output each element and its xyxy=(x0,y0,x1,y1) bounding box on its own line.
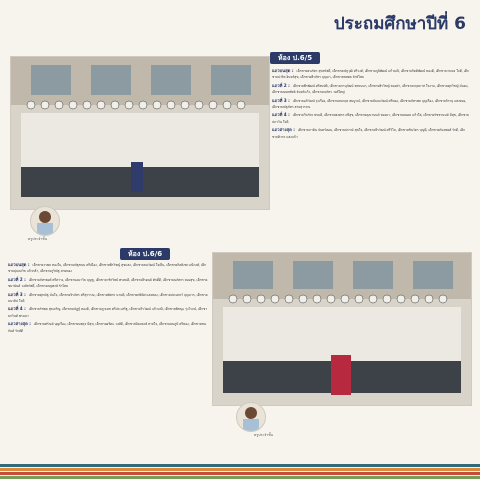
teacher-avatar-6-6 xyxy=(236,402,266,432)
row-4: แถวที่ 4 : เด็กชายวีรภัทร พรมดี, เด็กชายพงศกร ศรีสุข, เด็กชายคุณานนต์ ทองมา, เด็กชายธนดล แก้วใส, เด็กชายรัชชานนท์ มีสุข, เด็กชายปภาวิน ใจดี xyxy=(272,112,469,124)
stripe-4 xyxy=(0,476,480,479)
footer-stripes xyxy=(0,464,480,480)
row-top: แถวบนสุด : เด็กชายธนภัทร สุขสวัสดิ์, เด็กชายณัฐวุฒิ ศรีวงศ์, เด็กชายภูมิพัฒน์ แก้วมณี, เด็กชายกิตติพัฒน์ ทองดี, เด็กชายวรเมธ ใจดี, เด็กชายปวริศ อินทร์สุข, เด็กชายธีรภัทร บุญมา, เด็กชายชยพล รักษ์ไทย xyxy=(272,68,469,80)
name-list-6-6 xyxy=(8,262,208,336)
stripe-1 xyxy=(0,464,480,467)
page-title: ประถมศึกษาปีที่ 6 xyxy=(333,14,466,34)
class-photo-6-6 xyxy=(212,252,472,406)
section-label-6-5: ห้อง ป.6/5 xyxy=(270,52,320,64)
teacher-caption-6-5: ครูประจำชั้น xyxy=(28,237,47,241)
teacher-caption-6-6: ครูประจำชั้น xyxy=(254,433,273,437)
section-label-6-6: ห้อง ป.6/6 xyxy=(120,248,170,260)
row-bottom: แถวล่างสุด : เด็กชายภาคิน จันทร์หอม, เด็กชายปกรณ์ สุขใจ, เด็กชายธีรวัฒน์ ศรีวิไล, เด็กชายชินวัตร บุญมี, เด็กชายกันตพงศ์ รักดี, เด็กชายศิวกร แสงแก้ว xyxy=(272,127,466,139)
row-3: แถวที่ 3 : เด็กชายอภิวัฒน์ รุ่งเรือง, เด็กชายธนกฤต สมบูรณ์, เด็กชายปัณณวัฒน์ ศรีทอง, เด็กชายภัทรพล บุญเรือง, เด็กชายจิรายุ แสงทอง, เด็กชายณัฐภัทร สายสุวรรณ xyxy=(272,97,467,110)
row-2: แถวที่ 2 : เด็กชายพีรพัฒน์ ศรีสมบัติ, เด็กชายภานุวัฒน์ พรหมมา, เด็กชายสิรวิชญ์ ทองคำ, เด็กชายกฤตภาส ใจงาม, เด็กชายศุภวิชญ์ มั่นคง, เด็กชายนนทพัทธ์ จันทร์แก้ว, เด็กชายณภัทร วงศ์ใหญ่ xyxy=(272,82,469,95)
stripe-2 xyxy=(0,468,480,471)
teacher-avatar-6-5 xyxy=(30,206,60,236)
row-bottom: แถวล่างสุด : เด็กชายศรัณย์ บุญเรือง, เด็กชายนพรุจ มีสุข, เด็กชายอชิตะ วงศ์ดี, เด็กชายปิยะพงษ์ สายใจ, เด็กชายธนภูมิ ศรีทอง, เด็กชายชนกันต์ รักษ์ดี xyxy=(8,321,206,333)
row-2: แถวที่ 2 : เด็กชายภัทรพงศ์ ศรีสว่าง, เด็กชายอนาวิล บุญชู, เด็กชายวชิรวิทย์ พรหมดี, เด็กชายธีรดนย์ ศักดิ์ดี, เด็กชายนภัสกร ทองสุข, เด็กชายชยานันต์ วงศ์สวัสดิ์, เด็กชายณฐพงษ์ รักไทย xyxy=(8,276,208,289)
class-photo-6-5 xyxy=(10,56,270,210)
row-top: แถวบนสุด : เด็กชายวรพล ทองใบ, เด็กชายณัฐชนน ศรีเมือง, เด็กชายพีรวิชญ์ สุขแสง, เด็กชายธนวัฒน์ ใจเย็น, เด็กชายกิตติภพ มณีวงศ์, เด็กชายปุณณวิช แก้วกล้า, เด็กชายภูริณัฐ สายทอง xyxy=(8,262,207,274)
stripe-3 xyxy=(0,472,480,475)
row-3: แถวที่ 3 : เด็กชายศุภณัฐ มั่นใจ, เด็กชายจิรภัทร ศรีสุวรรณ, เด็กชายพัสกร นาคดี, เด็กชายกษิดิศ แสงทอง, เด็กชายปรเมศวร์ บุญมาก, เด็กชายธนาธิป ใจดี xyxy=(8,291,208,304)
name-list-6-5 xyxy=(272,68,470,142)
row-4: แถวที่ 4 : เด็กชายรัชพล สุขเจริญ, เด็กชายณัฏฐ์ ทองดี, เด็กชายภูวเดช ศรีประเสริฐ, เด็กชายวีรวัฒน์ แก้วมณี, เด็กชายพิชญะ รุ่งโรจน์, เด็กชายกวินท์ พรมมา xyxy=(8,306,208,318)
